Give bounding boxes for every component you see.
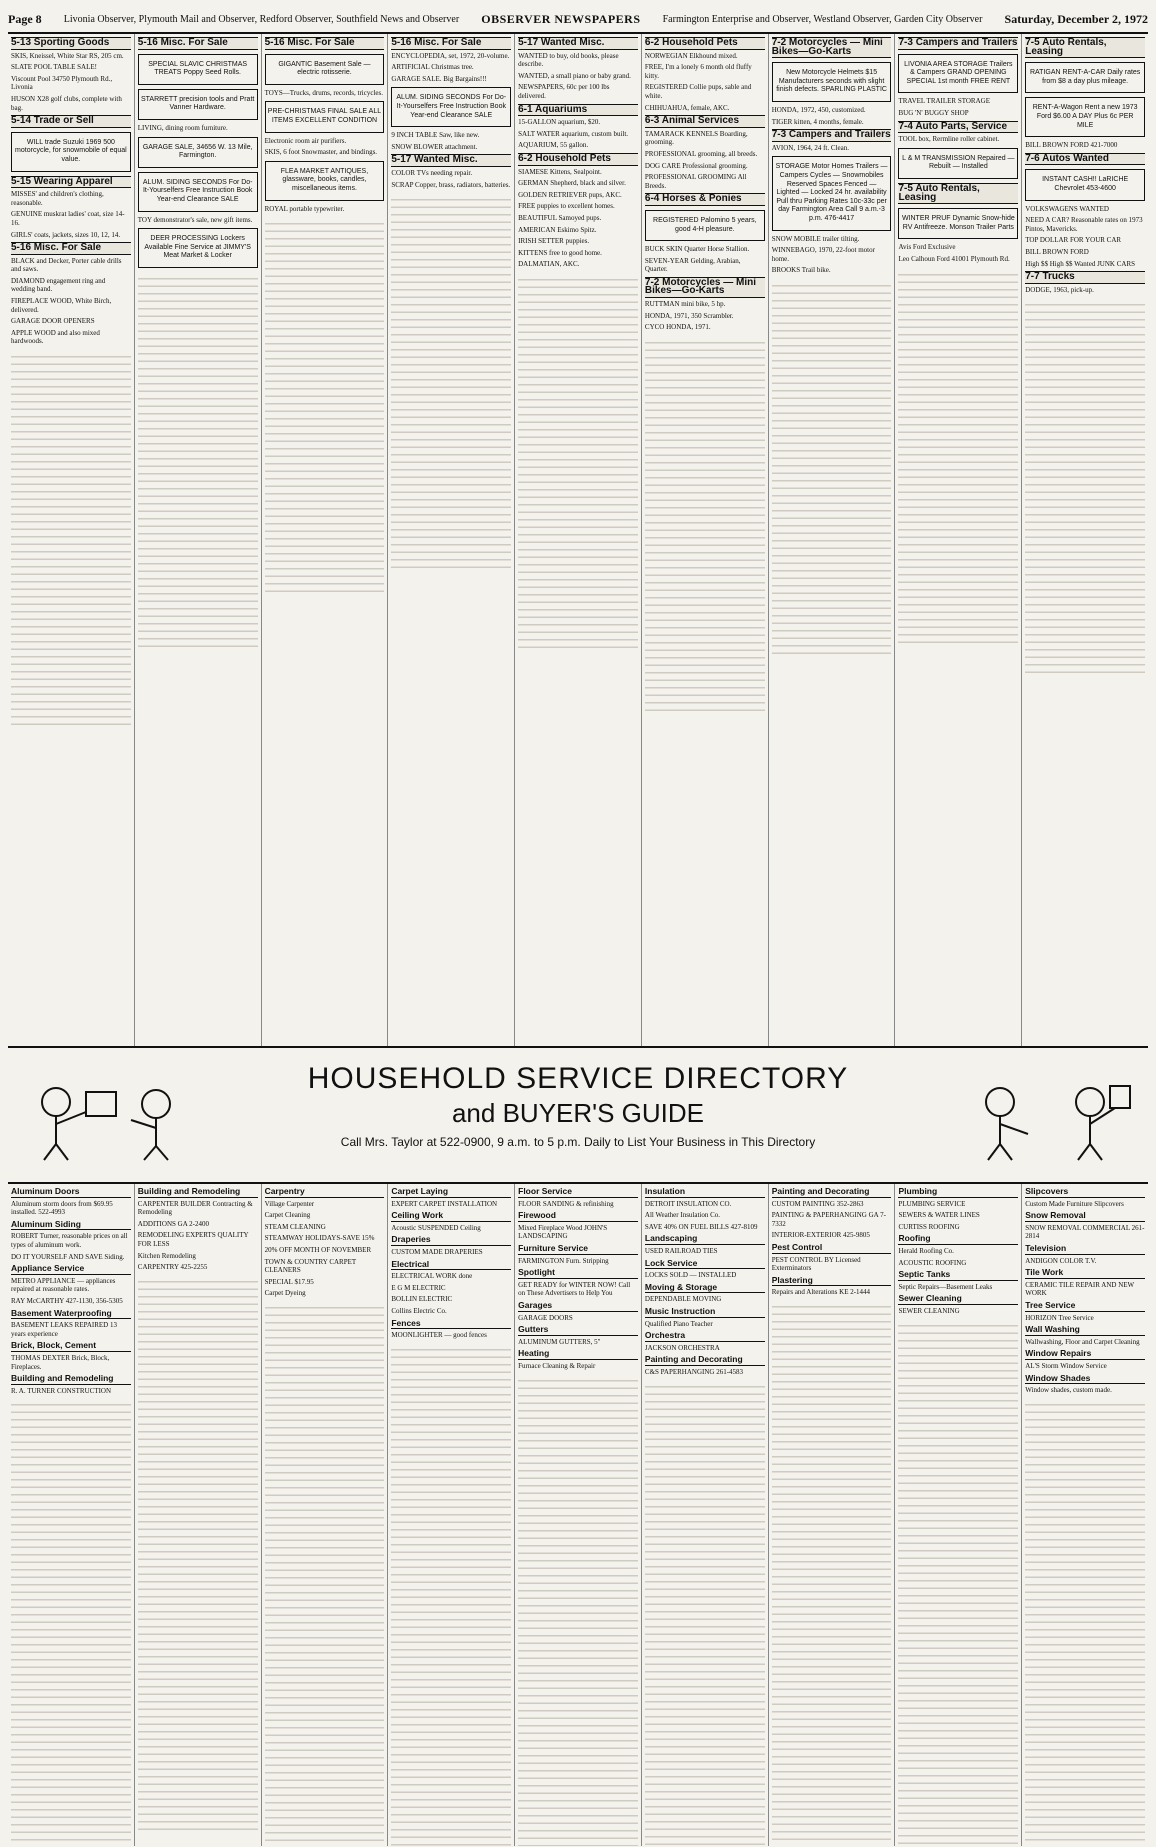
directory-listing: CARPENTER BUILDER Contracting & Remodeling bbox=[137, 1199, 253, 1217]
directory-listing: Village Carpenter bbox=[264, 1199, 315, 1208]
display-ad: RENT-A-Wagon Rent a new 1973 Ford $6.00 A DAY Plus 6c PER MILE bbox=[1025, 97, 1145, 137]
classified-ad: BEAUTIFUL Samoyed pups. bbox=[518, 213, 602, 222]
classified-ad: ROYAL portable typewriter. bbox=[264, 204, 345, 213]
directory-column bbox=[895, 1184, 1022, 1846]
directory-listing: Kitchen Remodeling bbox=[137, 1251, 196, 1260]
directory-listing: Septic Repairs—Basement Leaks bbox=[898, 1282, 993, 1291]
directory-listing: METRO APPLIANCE — appliances repaired at reasonable rates. bbox=[11, 1276, 116, 1294]
classified-ad: DOG CARE Professional grooming. bbox=[644, 161, 748, 170]
display-ad: GARAGE SALE, 34656 W. 13 Mile, Farmington. bbox=[138, 137, 258, 168]
directory-category-heading: Fences bbox=[391, 1319, 511, 1330]
directory-title: HOUSEHOLD SERVICE DIRECTORY bbox=[307, 1062, 849, 1095]
directory-listing: PAINTING & PAPERHANGING GA 7-7332 bbox=[771, 1211, 886, 1228]
classified-ad: Electronic room air purifiers. bbox=[264, 136, 347, 145]
directory-category-heading: Ceiling Work bbox=[391, 1211, 511, 1222]
directory-category-heading: Landscaping bbox=[645, 1234, 765, 1245]
listing-text-filler bbox=[772, 1300, 892, 1846]
classified-column bbox=[515, 34, 642, 1046]
display-ad: L & M TRANSMISSION Repaired — Rebuilt — Installed bbox=[898, 148, 1018, 179]
classified-ad: AVION, 1964, 24 ft. Clean. bbox=[771, 143, 849, 152]
directory-category-heading: Gutters bbox=[518, 1325, 638, 1336]
ad-text-filler bbox=[391, 193, 511, 573]
directory-listing: CURTISS ROOFING bbox=[898, 1222, 960, 1231]
classified-ad: NEWSPAPERS, 60c per 100 lbs delivered. bbox=[518, 83, 610, 100]
directory-category-heading: Television bbox=[1025, 1244, 1145, 1255]
classified-column bbox=[388, 34, 515, 1046]
classified-ad: SIAMESE Kittens, Sealpoint. bbox=[518, 167, 602, 176]
directory-category-heading: Building and Remodeling bbox=[138, 1187, 258, 1198]
classified-columns bbox=[8, 34, 1148, 1048]
directory-listing: E G M ELECTRIC bbox=[391, 1283, 446, 1292]
classified-ad: TOYS—Trucks, drums, records, tricycles. bbox=[264, 88, 383, 97]
ad-text-filler bbox=[138, 272, 258, 652]
classified-section-heading: 5-16 Misc. For Sale bbox=[391, 37, 511, 50]
directory-listing: Herald Roofing Co. bbox=[898, 1246, 954, 1255]
classified-ad: 15-GALLON aquarium, $20. bbox=[518, 118, 601, 127]
display-ad: STORAGE Motor Homes Trailers — Campers Cycles — Snowmobiles Reserved Spaces Fenced — Lighted — Locked 24 hr. availability Pull thru Parking Rates 10c-33c per day Farmington Area Call 9 a.m.-3 p.m. 476-4417 bbox=[772, 156, 892, 230]
directory-category-heading: Plumbing bbox=[898, 1187, 1018, 1198]
classified-section-heading: 5-15 Wearing Apparel bbox=[11, 176, 131, 189]
classified-ad: TIGER kitten, 4 months, female. bbox=[771, 117, 864, 126]
directory-listing: Qualified Piano Teacher bbox=[644, 1319, 713, 1328]
directory-category-heading: Pest Control bbox=[772, 1243, 892, 1254]
listing-text-filler bbox=[1025, 1398, 1145, 1846]
directory-listing: REMODELING EXPERTS QUALITY FOR LESS bbox=[137, 1231, 249, 1248]
directory-column bbox=[769, 1184, 896, 1846]
classified-column bbox=[8, 34, 135, 1046]
display-ad: New Motorcycle Helmets $15 Manufacturers seconds with slight finish defects. SPARLING PLASTIC bbox=[772, 62, 892, 102]
classified-ad: HONDA, 1971, 350 Scrambler. bbox=[644, 311, 734, 320]
display-ad: STARRETT precision tools and Pratt Vanner Hardware. bbox=[138, 89, 258, 120]
directory-listing: AL'S Storm Window Service bbox=[1025, 1361, 1107, 1370]
classified-ad: GIRLS' coats, jackets, sizes 10, 12, 14. bbox=[11, 230, 121, 239]
classified-section-heading: 5-13 Sporting Goods bbox=[11, 37, 131, 50]
directory-category-heading: Roofing bbox=[898, 1234, 1018, 1245]
classified-ad: High $$ High $$ Wanted JUNK CARS bbox=[1025, 259, 1136, 268]
classified-ad: BUG 'N' BUGGY SHOP bbox=[898, 108, 969, 117]
service-directory-banner bbox=[8, 1062, 1148, 1184]
classified-ad: AMERICAN Eskimo Spitz. bbox=[518, 225, 597, 234]
classified-section-heading: 6-4 Horses & Ponies bbox=[645, 193, 765, 206]
classified-column bbox=[895, 34, 1022, 1046]
classified-section-heading: 7-3 Campers and Trailers bbox=[771, 129, 891, 141]
handyman-cartoon-right bbox=[950, 1072, 1140, 1162]
classified-column bbox=[262, 34, 389, 1046]
classified-ad: APPLE WOOD and also mixed hardwoods. bbox=[11, 328, 100, 346]
classified-section-heading: 7-5 Auto Rentals, Leasing bbox=[898, 183, 1018, 204]
classified-ad: PROFESSIONAL GROOMING All Breeds. bbox=[644, 173, 747, 190]
directory-category-heading: Moving & Storage bbox=[645, 1283, 765, 1294]
directory-listing: SEWERS & WATER LINES bbox=[898, 1211, 980, 1220]
classified-section-heading: 5-16 Misc. For Sale bbox=[138, 37, 258, 50]
classified-section-heading: 6-3 Animal Services bbox=[645, 115, 765, 128]
directory-listing: CERAMIC TILE REPAIR AND NEW WORK bbox=[1025, 1280, 1135, 1298]
classified-ad: SALT WATER aquarium, custom built. bbox=[518, 129, 629, 138]
directory-listing: EXPERT CARPET INSTALLATION bbox=[391, 1199, 498, 1208]
classified-ad: TOOL box, Rermline roller cabinet. bbox=[898, 135, 1000, 144]
classified-ad: ENCYCLOPEDIA, set, 1972, 20-volume. bbox=[391, 51, 510, 60]
directory-listing: DO IT YOURSELF AND SAVE Siding. bbox=[11, 1252, 125, 1261]
directory-category-heading: Carpet Laying bbox=[391, 1187, 511, 1198]
directory-category-heading: Spotlight bbox=[518, 1268, 638, 1279]
classified-ad: GOLDEN RETRIEVER pups, AKC. bbox=[518, 190, 622, 199]
directory-category-heading: Window Repairs bbox=[1025, 1349, 1145, 1360]
classified-ad: PROFESSIONAL grooming, all breeds. bbox=[644, 149, 758, 158]
directory-listing: THOMAS DEXTER Brick, Block, Fireplaces. bbox=[11, 1353, 110, 1371]
directory-listing: STEAMWAY HOLIDAYS-SAVE 15% bbox=[264, 1234, 375, 1243]
classified-ad: DODGE, 1963, pick-up. bbox=[1025, 285, 1094, 294]
directory-listing: 20% OFF MONTH OF NOVEMBER bbox=[264, 1245, 372, 1254]
classified-ad: REGISTERED Collie pups, sable and white. bbox=[644, 83, 752, 100]
display-ad: DEER PROCESSING Lockers Available Fine Service at JIMMY'S Meat Market & Locker bbox=[138, 228, 258, 268]
display-ad: ALUM. SIDING SECONDS For Do-It-Yourselfers Free Instruction Book Year-end Clearance SALE bbox=[138, 172, 258, 212]
display-ad: GIGANTIC Basement Sale — electric rotisserie. bbox=[265, 54, 385, 85]
classified-section-heading: 7-2 Motorcycles — Mini Bikes—Go-Karts bbox=[772, 37, 892, 58]
directory-listing: ROBERT Turner, reasonable prices on all types of aluminum work. bbox=[11, 1232, 128, 1249]
classified-ad: SEVEN-YEAR Gelding, Arabian, Quarter. bbox=[644, 256, 741, 274]
directory-listing: R. A. TURNER CONSTRUCTION bbox=[11, 1386, 112, 1395]
directory-category-heading: Heating bbox=[518, 1349, 638, 1360]
directory-listing: Mixed Fireplace Wood JOHN'S LANDSCAPING bbox=[518, 1223, 608, 1241]
classified-section-heading: 6-1 Aquariums bbox=[518, 104, 638, 117]
directory-listing: TOWN & COUNTRY CARPET CLEANERS bbox=[264, 1257, 357, 1275]
directory-call-line: Call Mrs. Taylor at 522-0900, 9 a.m. to 5 p.m. Daily to List Your Business in This Directory bbox=[340, 1135, 816, 1149]
display-ad: REGISTERED Palomino 5 years, good 4-H pleasure. bbox=[645, 210, 765, 241]
classified-section-heading: 5-16 Misc. For Sale bbox=[11, 242, 131, 255]
directory-category-heading: Tile Work bbox=[1025, 1268, 1145, 1279]
directory-listing: JACKSON ORCHESTRA bbox=[644, 1343, 720, 1352]
classified-ad: HONDA, 1972, 450, customized. bbox=[771, 105, 866, 114]
ad-text-filler bbox=[772, 279, 892, 659]
display-ad: RATIGAN RENT-A-CAR Daily rates from $8 a day plus mileage. bbox=[1025, 62, 1145, 93]
directory-listing: Repairs and Alterations KE 2-1444 bbox=[771, 1288, 871, 1297]
classified-ad: VOLKSWAGENS WANTED bbox=[1025, 204, 1109, 213]
directory-category-heading: Slipcovers bbox=[1025, 1187, 1145, 1198]
classified-column bbox=[769, 34, 896, 1046]
directory-listing: SPECIAL $17.95 bbox=[264, 1277, 314, 1286]
directory-listing: CUSTOM PAINTING 352-2863 bbox=[771, 1199, 864, 1208]
directory-category-heading: Electrical bbox=[391, 1260, 511, 1271]
classified-ad: GARAGE DOOR OPENERS bbox=[11, 317, 95, 326]
listing-text-filler bbox=[391, 1343, 511, 1846]
classified-section-heading: 7-6 Autos Wanted bbox=[1025, 153, 1145, 166]
classified-ad: TAMARACK KENNELS Boarding, grooming. bbox=[644, 129, 748, 147]
directory-listing: Aluminum storm doors from $69.95 installed. 522-4993 bbox=[11, 1199, 113, 1217]
directory-column bbox=[262, 1184, 389, 1846]
directory-listing: C&S PAPERHANGING 261-4583 bbox=[644, 1367, 744, 1376]
listing-text-filler bbox=[138, 1275, 258, 1835]
classified-section-heading: 7-5 Auto Rentals, Leasing bbox=[1025, 37, 1145, 58]
classified-ad: IRISH SETTER puppies. bbox=[518, 237, 590, 246]
classified-ad: SCRAP Copper, brass, radiators, batteries. bbox=[391, 180, 511, 189]
classified-section-heading: 5-16 Misc. For Sale bbox=[265, 37, 385, 50]
directory-column bbox=[515, 1184, 642, 1846]
directory-listing: SEWER CLEANING bbox=[898, 1306, 960, 1315]
classified-ad: HUSON X28 golf clubs, complete with bag. bbox=[11, 94, 122, 112]
directory-listing: ALUMINUM GUTTERS, 5" bbox=[518, 1337, 601, 1346]
newspaper-page bbox=[8, 6, 1148, 1832]
classified-ad: FIREPLACE WOOD, White Birch, delivered. bbox=[11, 297, 112, 314]
directory-listing: HORIZON Tree Service bbox=[1025, 1313, 1094, 1322]
display-ad: WINTER PRUF Dynamic Snow-hide RV Antifreeze. Monson Trailer Parts bbox=[898, 208, 1018, 239]
directory-listing: CUSTOM MADE DRAPERIES bbox=[391, 1247, 483, 1256]
classified-ad: CYCO HONDA, 1971. bbox=[644, 323, 711, 332]
classified-ad: AQUARIUM, 55 gallon. bbox=[518, 141, 589, 150]
directory-listing: FLOOR SANDING & refinishing bbox=[518, 1199, 614, 1208]
classified-ad: Viscount Pool 34750 Plymouth Rd., Livonia bbox=[11, 74, 113, 92]
directory-listing: Carpet Cleaning bbox=[264, 1211, 311, 1220]
directory-listing: MOONLIGHTER — good fences bbox=[391, 1331, 487, 1340]
classified-ad: BUCK SKIN Quarter Horse Stallion. bbox=[644, 245, 750, 254]
page-number: Page 8 bbox=[8, 11, 42, 26]
directory-listing: SNOW REMOVAL COMMERCIAL 261-2814 bbox=[1025, 1223, 1145, 1241]
ad-text-filler bbox=[265, 217, 385, 597]
handyman-cartoon-left bbox=[16, 1072, 206, 1162]
directory-category-heading: Painting and Decorating bbox=[772, 1187, 892, 1198]
classified-ad: SNOW BLOWER attachment. bbox=[391, 142, 478, 151]
directory-category-heading: Brick, Block, Cement bbox=[11, 1341, 131, 1352]
directory-category-heading: Carpentry bbox=[265, 1187, 385, 1198]
classified-column bbox=[642, 34, 769, 1046]
directory-listing: USED RAILROAD TIES bbox=[644, 1246, 718, 1255]
classified-ad: GARAGE SALE. Big Bargains!!! bbox=[391, 74, 487, 83]
directory-category-heading: Furniture Service bbox=[518, 1244, 638, 1255]
directory-listing: Window shades, custom made. bbox=[1025, 1386, 1112, 1395]
listing-text-filler bbox=[645, 1380, 765, 1847]
classified-ad: DALMATIAN, AKC. bbox=[518, 260, 580, 269]
ad-text-filler bbox=[11, 350, 131, 730]
listing-text-filler bbox=[11, 1398, 131, 1846]
directory-column bbox=[388, 1184, 515, 1846]
issue-date: Saturday, December 2, 1972 bbox=[1004, 11, 1148, 26]
directory-listing: ELECTRICAL WORK done bbox=[391, 1272, 473, 1281]
directory-listing: Collins Electric Co. bbox=[391, 1306, 447, 1315]
classified-ad: GENUINE muskrat ladies' coat, size 14-16. bbox=[11, 210, 125, 227]
directory-column bbox=[1022, 1184, 1148, 1846]
classified-ad: GERMAN Shepherd, black and silver. bbox=[518, 179, 626, 188]
directory-listing: All Weather Insulation Co. bbox=[644, 1211, 721, 1220]
directory-category-heading: Tree Service bbox=[1025, 1301, 1145, 1312]
directory-listing: Custom Made Furniture Slipcovers bbox=[1025, 1199, 1124, 1208]
directory-listing: BOLLIN ELECTRIC bbox=[391, 1295, 453, 1304]
directory-category-heading: Firewood bbox=[518, 1211, 638, 1222]
directory-category-heading: Lock Service bbox=[645, 1259, 765, 1270]
classified-section-heading: 7-4 Auto Parts, Service bbox=[898, 121, 1018, 134]
directory-listing: Carpet Dyeing bbox=[264, 1289, 306, 1298]
directory-listing: ACOUSTIC ROOFING bbox=[898, 1258, 967, 1267]
directory-column bbox=[642, 1184, 769, 1846]
classified-column bbox=[135, 34, 262, 1046]
ad-text-filler bbox=[518, 273, 638, 653]
directory-listing: ADDITIONS GA 2-2400 bbox=[137, 1219, 209, 1228]
classified-ad: WANTED, a small piano or baby grand. bbox=[518, 71, 631, 80]
classified-ad: SKIS, 6 foot Snowmaster, and bindings. bbox=[264, 148, 378, 157]
directory-listing: BASEMENT LEAKS REPAIRED 13 years experience bbox=[11, 1321, 117, 1338]
classified-ad: SLATE POOL TABLE SALE! bbox=[11, 63, 97, 72]
directory-category-heading: Floor Service bbox=[518, 1187, 638, 1198]
directory-listing: LOCKS SOLD — INSTALLED bbox=[644, 1271, 737, 1280]
classified-ad: SNOW MOBILE trailer tilting. bbox=[771, 234, 860, 243]
classified-ad: COLOR TVs needing repair. bbox=[391, 168, 473, 177]
directory-category-heading: Sewer Cleaning bbox=[898, 1294, 1018, 1305]
classified-ad: LIVING, dining room furniture. bbox=[137, 123, 228, 132]
classified-ad: FREE, I'm a lonely 6 month old fluffy kitty. bbox=[644, 63, 752, 80]
directory-listing: GARAGE DOORS bbox=[518, 1313, 573, 1322]
display-ad: WILL trade Suzuki 1969 500 motorcycle, for snowmobile of equal value. bbox=[11, 132, 131, 172]
directory-listing: PLUMBING SERVICE bbox=[898, 1199, 966, 1208]
directory-listing: Furnace Cleaning & Repair bbox=[518, 1361, 596, 1370]
classified-ad: MISSES' and children's clothing, reasonable. bbox=[11, 190, 104, 207]
classified-ad: WINNEBAGO, 1970, 22-foot motor home. bbox=[771, 246, 875, 263]
classified-ad: BROOKS Trail bike. bbox=[771, 266, 831, 275]
classified-ad: DIAMOND engagement ring and wedding band. bbox=[11, 276, 106, 294]
classified-section-heading: 7-3 Campers and Trailers bbox=[898, 37, 1018, 48]
directory-column bbox=[8, 1184, 135, 1846]
directory-category-heading: Snow Removal bbox=[1025, 1211, 1145, 1222]
classified-ad: TRAVEL TRAILER STORAGE bbox=[898, 97, 990, 106]
classified-ad: NEED A CAR? Reasonable rates on 1973 Pintos, Mavericks. bbox=[1025, 216, 1143, 233]
display-ad: PRE-CHRISTMAS FINAL SALE ALL ITEMS EXCELLENT CONDITION bbox=[265, 101, 385, 132]
classified-column bbox=[1022, 34, 1148, 1046]
directory-category-heading: Garages bbox=[518, 1301, 638, 1312]
classified-ad: KITTENS free to good home. bbox=[518, 248, 602, 257]
classified-ad: BLACK and Decker, Porter cable drills and saws. bbox=[11, 256, 122, 274]
directory-category-heading: Plastering bbox=[772, 1276, 892, 1287]
listing-text-filler bbox=[265, 1301, 385, 1846]
display-ad: SPECIAL SLAVIC CHRISTMAS TREATS Poppy Seed Rolls. bbox=[138, 54, 258, 85]
directory-category-heading: Painting and Decorating bbox=[645, 1355, 765, 1366]
directory-listing: FARMINGTON Furn. Stripping bbox=[518, 1256, 609, 1265]
classified-ad: RUTTMAN mini bike, 5 hp. bbox=[644, 300, 726, 309]
classified-ad: CHIHUAHUA, female, AKC. bbox=[644, 103, 730, 112]
directory-listing: ANDIGON COLOR T.V. bbox=[1025, 1256, 1097, 1265]
classified-ad: Avis Ford Exclusive bbox=[898, 243, 956, 252]
classified-section-heading: 5-17 Wanted Misc. bbox=[391, 154, 511, 167]
classified-section-heading: 7-7 Trucks bbox=[1025, 271, 1145, 284]
ad-text-filler bbox=[898, 268, 1018, 648]
display-ad: FLEA MARKET ANTIQUES, glassware, books, candles, miscellaneous items. bbox=[265, 161, 385, 201]
directory-column bbox=[135, 1184, 262, 1846]
paper-list: Livonia Observer, Plymouth Mail and Observer, Redford Observer, Southfield News and Observer bbox=[63, 13, 460, 25]
directory-category-heading: Basement Waterproofing bbox=[11, 1309, 131, 1320]
classified-ad: NORWEGIAN Elkhound mixed. bbox=[644, 51, 738, 60]
classified-ad: BILL BROWN FORD bbox=[1025, 247, 1089, 256]
classified-ad: SKIS, Kneissel, White Star RS, 205 cm. bbox=[11, 51, 124, 60]
classified-ad: TOY demonstrator's sale, new gift items. bbox=[137, 215, 253, 224]
directory-category-heading: Orchestra bbox=[645, 1331, 765, 1342]
directory-columns bbox=[8, 1184, 1148, 1846]
directory-listing: PEST CONTROL BY Licensed Exterminators bbox=[771, 1255, 861, 1273]
classified-section-heading: 5-17 Wanted Misc. bbox=[518, 37, 638, 50]
directory-listing: SAVE 40% ON FUEL BILLS 427-8109 bbox=[644, 1222, 758, 1231]
directory-listing: INTERIOR-EXTERIOR 425-9805 bbox=[771, 1231, 870, 1240]
directory-category-heading: Wall Washing bbox=[1025, 1325, 1145, 1336]
directory-listing: STEAM CLEANING bbox=[264, 1222, 326, 1231]
masthead bbox=[8, 6, 1148, 34]
ad-text-filler bbox=[1025, 298, 1145, 678]
classified-ad: TOP DOLLAR FOR YOUR CAR bbox=[1025, 236, 1122, 245]
classified-ad: 9 INCH TABLE Saw, like new. bbox=[391, 131, 480, 140]
display-ad: LIVONIA AREA STORAGE Trailers & Campers GRAND OPENING SPECIAL 1st month FREE RENT bbox=[898, 54, 1018, 94]
directory-category-heading: Septic Tanks bbox=[898, 1270, 1018, 1281]
directory-listing: RAY McCARTHY 427-1130, 356-5305 bbox=[11, 1296, 123, 1305]
classified-section-heading: 6-2 Household Pets bbox=[645, 37, 765, 50]
ad-text-filler bbox=[645, 336, 765, 716]
directory-listing: DEPENDABLE MOVING bbox=[644, 1295, 722, 1304]
classified-ad: FREE puppies to excellent homes. bbox=[518, 202, 615, 211]
display-ad: INSTANT CASH!! LaRICHE Chevrolet 453-4600 bbox=[1025, 169, 1145, 200]
directory-category-heading: Insulation bbox=[645, 1187, 765, 1198]
directory-listing: DETROIT INSULATION CO. bbox=[644, 1199, 732, 1208]
directory-category-heading: Aluminum Doors bbox=[11, 1187, 131, 1198]
masthead-title: OBSERVER NEWSPAPERS bbox=[481, 11, 641, 26]
directory-category-heading: Window Shades bbox=[1025, 1374, 1145, 1385]
directory-listing: Wallwashing, Floor and Carpet Cleaning bbox=[1025, 1337, 1140, 1346]
directory-category-heading: Music Instruction bbox=[645, 1307, 765, 1318]
directory-category-heading: Aluminum Siding bbox=[11, 1220, 131, 1231]
classified-section-heading: 6-2 Household Pets bbox=[518, 153, 638, 166]
directory-category-heading: Draperies bbox=[391, 1235, 511, 1246]
directory-category-heading: Building and Remodeling bbox=[11, 1374, 131, 1385]
classified-ad: WANTED to buy, old books, please describe. bbox=[518, 51, 619, 69]
listing-text-filler bbox=[518, 1374, 638, 1847]
classified-ad: Leo Calhoun Ford 41001 Plymouth Rd. bbox=[898, 254, 1010, 263]
classified-ad: ARTIFICIAL Christmas tree. bbox=[391, 63, 474, 72]
directory-listing: GET READY for WINTER NOW! Call on These Advertisers to Help You bbox=[518, 1280, 631, 1298]
display-ad: ALUM. SIDING SECONDS For Do-It-Yourselfers Free Instruction Book Year-end Clearance SALE bbox=[391, 87, 511, 127]
classified-section-heading: 7-2 Motorcycles — Mini Bikes—Go-Karts bbox=[645, 277, 765, 298]
listing-text-filler bbox=[898, 1319, 1018, 1846]
directory-listing: Acoustic SUSPENDED Ceiling bbox=[391, 1223, 481, 1232]
classified-ad: BILL BROWN FORD 421-7000 bbox=[1025, 141, 1118, 150]
directory-listing: CARPENTRY 425-2255 bbox=[137, 1263, 208, 1272]
classified-section-heading: 5-14 Trade or Sell bbox=[11, 115, 131, 128]
directory-category-heading: Appliance Service bbox=[11, 1264, 131, 1275]
paper-list-2: Farmington Enterprise and Observer, Westland Observer, Garden City Observer bbox=[662, 13, 983, 25]
directory-subtitle: and BUYER'S GUIDE bbox=[451, 1098, 705, 1128]
